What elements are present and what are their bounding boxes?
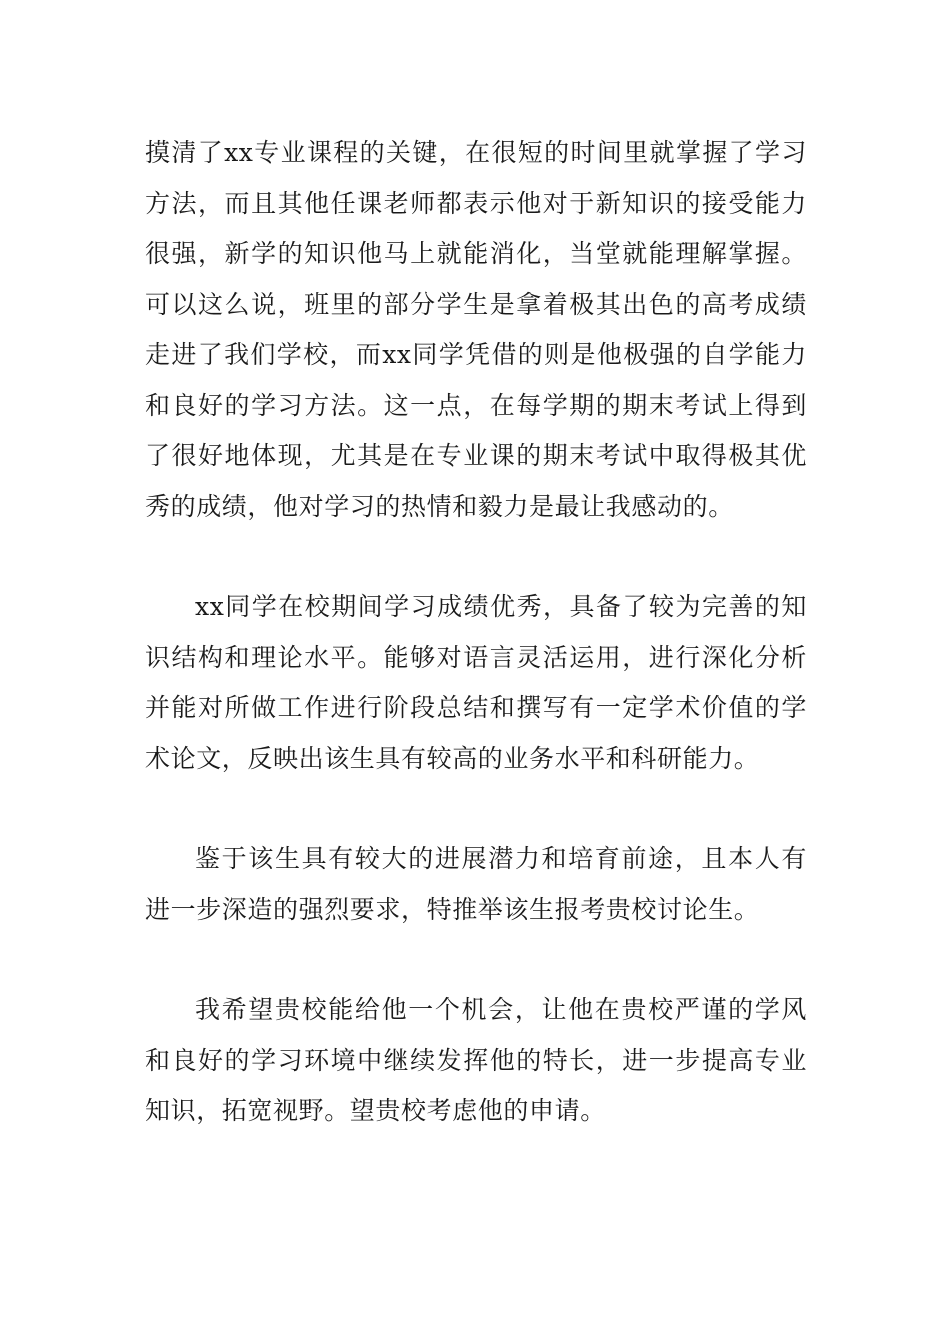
paragraph-2: xx同学在校期间学习成绩优秀，具备了较为完善的知识结构和理论水平。能够对语言灵活运用，进行深化分析并能对所做工作进行阶段总结和撰写有一定学术价值的学术论文，反映出该生具有较高的业务水平和科研能力。 bbox=[145, 592, 807, 773]
paragraph-4: 我希望贵校能给他一个机会，让他在贵校严谨的学风和良好的学习环境中继续发挥他的特长，进一步提高专业知识，拓宽视野。望贵校考虑他的申请。 bbox=[145, 995, 807, 1125]
document-body bbox=[145, 128, 807, 1137]
paragraph-1: 摸清了xx专业课程的关键，在很短的时间里就掌握了学习方法，而且其他任课老师都表示他对于新知识的接受能力很强，新学的知识他马上就能消化，当堂就能理解掌握。可以这么说，班里的部分学生是拿着极其出色的高考成绩走进了我们学校，而xx同学凭借的则是他极强的自学能力和良好的学习方法。这一点，在每学期的期末考试上得到了很好地体现，尤其是在专业课的期末考试中取得极其优秀的成绩，他对学习的热情和毅力是最让我感动的。 bbox=[145, 138, 807, 521]
paragraph-3: 鉴于该生具有较大的进展潜力和培育前途，且本人有进一步深造的强烈要求，特推举该生报考贵校讨论生。 bbox=[145, 844, 807, 924]
